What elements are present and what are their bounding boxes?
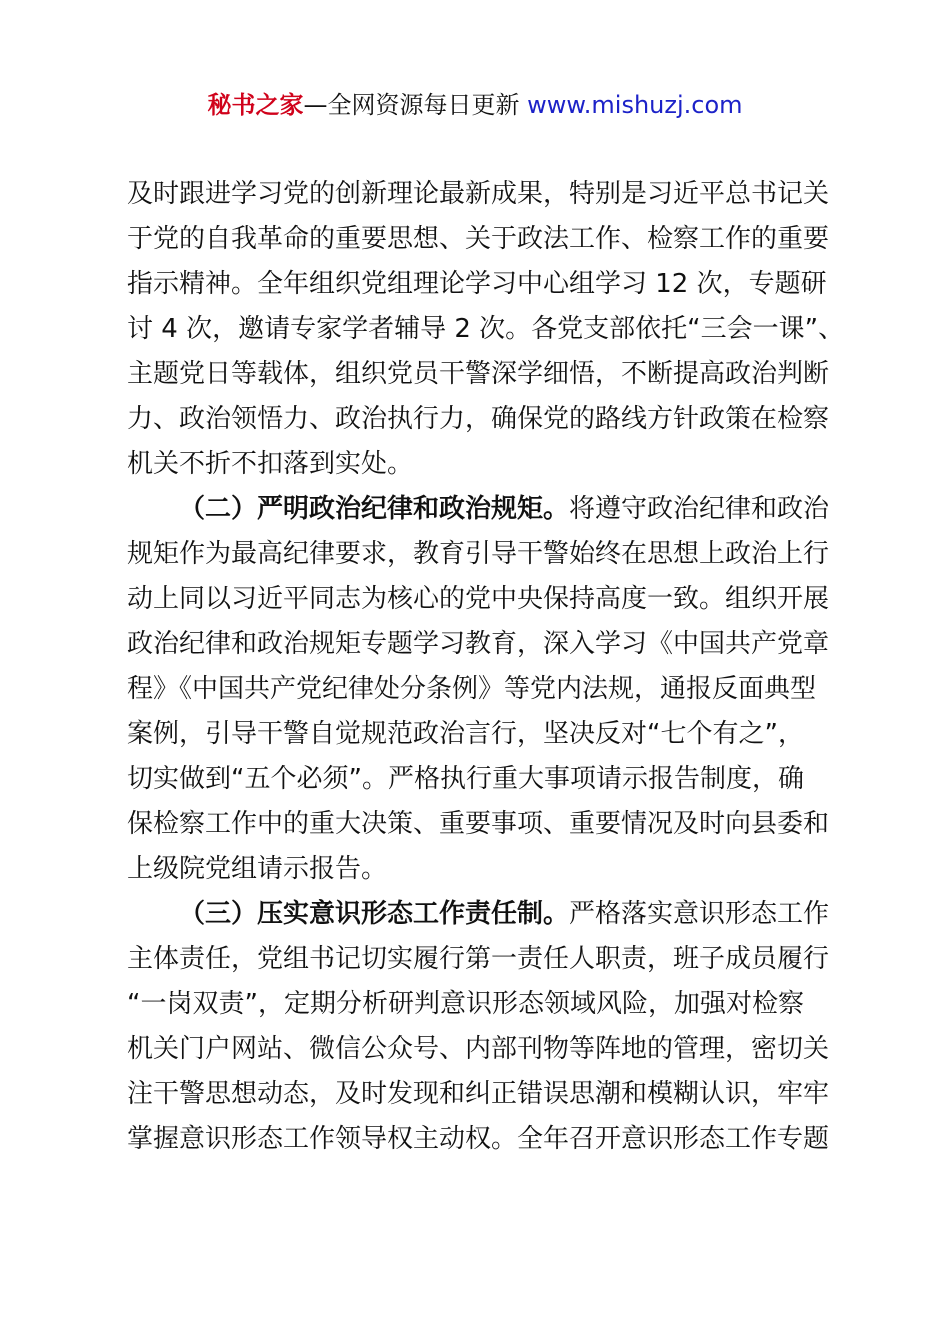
text-line: 主题党日等载体，组织党员干警深学细悟，不断提高政治判断 (127, 359, 830, 389)
text-line: 程》《中国共产党纪律处分条例》等党内法规，通报反面典型 (127, 674, 817, 704)
text-line: 案例，引导干警自觉规范政治言行，坚决反对“七个有之”， (127, 719, 804, 749)
site-url[interactable]: www.mishuzj.com (527, 91, 743, 119)
text-line: 掌握意识形态工作领导权主动权。全年召开意识形态工作专题 (127, 1124, 830, 1154)
text-line: 规矩作为最高纪律要求，教育引导干警始终在思想上政治上行 (127, 539, 830, 569)
text-line: 切实做到“五个必须”。严格执行重大事项请示报告制度，确 (127, 764, 804, 794)
section-heading: （三）压实意识形态工作责任制。 (179, 899, 570, 929)
header-tagline: —全网资源每日更新 (303, 91, 528, 119)
document-body (127, 172, 847, 1162)
text-run: 将遵守政治纪律和政治 (569, 494, 830, 524)
text-line: 政治纪律和政治规矩专题学习教育，深入学习《中国共产党章 (127, 629, 830, 659)
text-line: 动上同以习近平同志为核心的党中央保持高度一致。组织开展 (127, 584, 830, 614)
section-heading: （二）严明政治纪律和政治规矩。 (179, 494, 570, 524)
text-run: 严格落实意识形态工作 (569, 899, 830, 929)
text-line: 力、政治领悟力、政治执行力，确保党的路线方针政策在检察 (127, 404, 830, 434)
paragraph-political-discipline (127, 487, 847, 892)
text-line: 保检察工作中的重大决策、重要事项、重要情况及时向县委和 (127, 809, 830, 839)
text-line: 注干警思想动态，及时发现和纠正错误思潮和模糊认识，牢牢 (127, 1079, 830, 1109)
text-line (127, 487, 847, 532)
site-header (0, 88, 950, 122)
brand-name: 秘书之家 (207, 91, 304, 119)
text-line: 主体责任，党组书记切实履行第一责任人职责，班子成员履行 (127, 944, 830, 974)
text-line: “一岗双责”，定期分析研判意识形态领域风险，加强对检察 (127, 989, 804, 1019)
text-line: 及时跟进学习党的创新理论最新成果，特别是习近平总书记关 (127, 179, 830, 209)
paragraph-theory-study (127, 172, 847, 487)
text-line: 指示精神。全年组织党组理论学习中心组学习 12 次，专题研 (127, 269, 827, 299)
text-line: 上级院党组请示报告。 (127, 854, 388, 884)
text-line: 机关不折不扣落到实处。 (127, 449, 414, 479)
text-line (127, 892, 847, 937)
text-line: 讨 4 次，邀请专家学者辅导 2 次。各党支部依托“三会一课”、 (127, 314, 845, 344)
text-line: 机关门户网站、微信公众号、内部刊物等阵地的管理，密切关 (127, 1034, 830, 1064)
paragraph-ideology-responsibility (127, 892, 847, 1162)
text-line: 于党的自我革命的重要思想、关于政法工作、检察工作的重要 (127, 224, 830, 254)
